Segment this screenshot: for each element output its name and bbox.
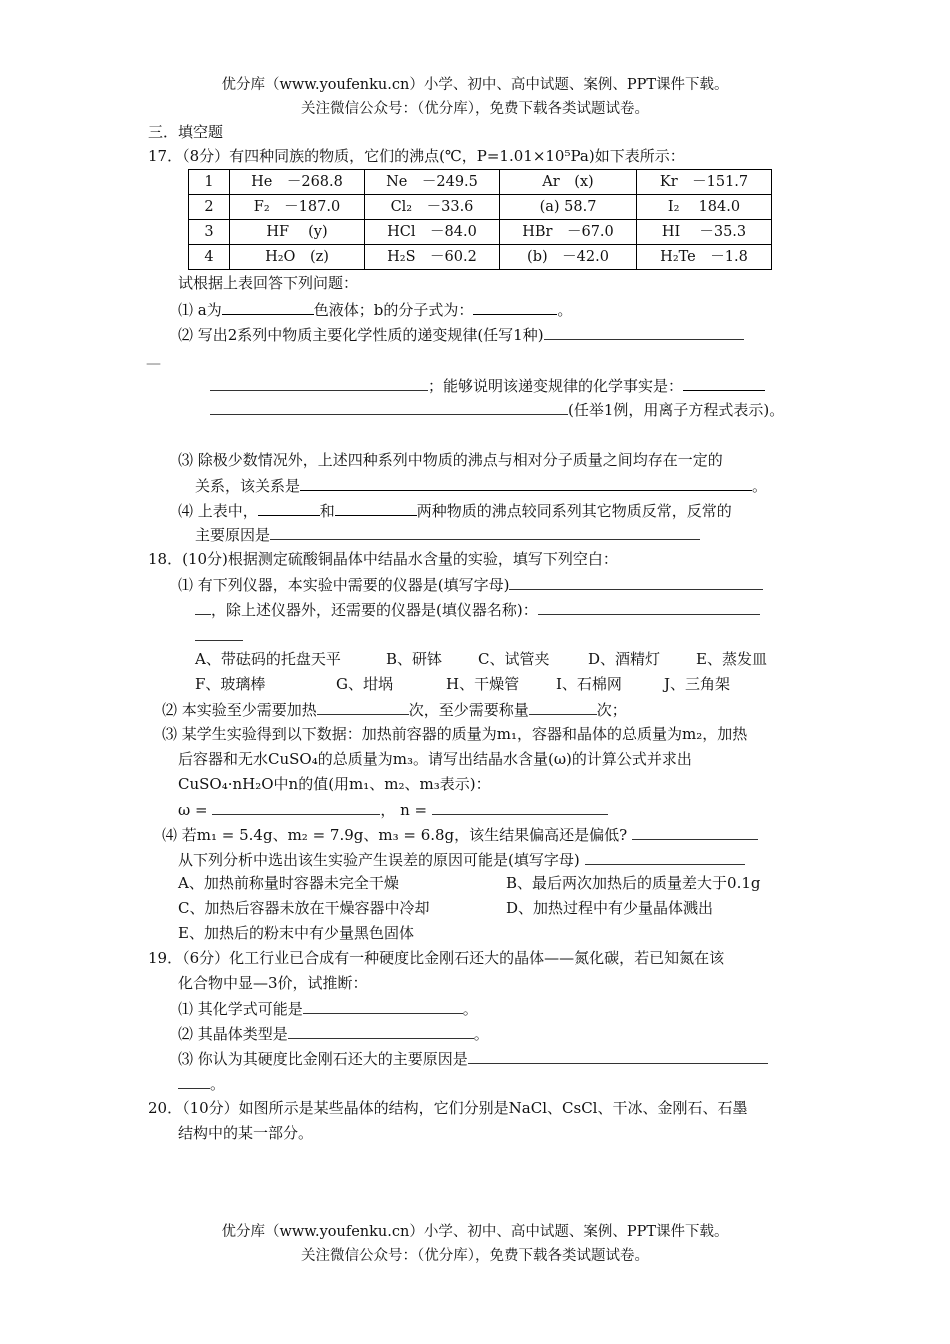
answer-blank[interactable] bbox=[288, 1022, 474, 1039]
q19-part3-end: 。 bbox=[210, 1075, 226, 1093]
table-cell: I₂ 184.0 bbox=[637, 195, 772, 220]
q17-part1-text-a: ⑴ a为 bbox=[178, 301, 222, 319]
page-footer-line-2: 关注微信公众号：（优分库），免费下载各类试题试卷。 bbox=[301, 1248, 649, 1264]
reason-e: E、加热后的粉末中有少量黑色固体 bbox=[178, 924, 414, 942]
q17-part4-text-b: 和 bbox=[319, 502, 335, 520]
table-row bbox=[189, 245, 772, 270]
q17-part4-text-d: 主要原因是 bbox=[195, 526, 271, 544]
answer-blank[interactable] bbox=[538, 598, 760, 615]
answer-blank[interactable] bbox=[222, 298, 314, 315]
q17-part2-text-a: ⑵ 写出2系列中物质主要化学性质的递变规律(任写1种) bbox=[178, 326, 544, 344]
option-item: H、干燥管 bbox=[446, 675, 520, 693]
q17-part1-text-c: 。 bbox=[557, 301, 573, 319]
q18-part2 bbox=[162, 698, 627, 721]
q17-part2-line3 bbox=[210, 398, 784, 421]
q19-part3 bbox=[178, 1047, 768, 1070]
answer-blank[interactable] bbox=[303, 997, 463, 1014]
page-header-line-1: 优分库（www.youfenku.cn）小学、初中、高中试题、案例、PPT课件下载。 bbox=[221, 77, 729, 93]
q18-part1-text-b: ，除上述仪器外，还需要的仪器是(填仪器名称)： bbox=[211, 601, 538, 619]
reason-b: B、最后两次加热后的质量差大于0.1g bbox=[506, 874, 761, 892]
table-cell: Kr －151.7 bbox=[637, 170, 772, 195]
q17-part2 bbox=[178, 323, 744, 346]
q17-part4-line2 bbox=[195, 523, 700, 546]
answer-blank[interactable] bbox=[509, 573, 763, 590]
q17-part4-text-c: 两种物质的沸点较同系列其它物质反常，反常的 bbox=[416, 502, 732, 520]
reason-d: D、加热过程中有少量晶体溅出 bbox=[506, 899, 714, 917]
q19-part2-end: 。 bbox=[473, 1025, 489, 1043]
table-cell: (a) 58.7 bbox=[500, 195, 637, 220]
n-answer-blank[interactable] bbox=[432, 798, 608, 815]
table-cell: HI －35.3 bbox=[637, 220, 772, 245]
q18-part4-text-b: 从下列分析中选出该生实验产生误差的原因可能是(填写字母) bbox=[178, 851, 580, 869]
q19-part2 bbox=[178, 1022, 489, 1045]
table-cell: HBr －67.0 bbox=[500, 220, 637, 245]
q17-part4-line1 bbox=[178, 499, 732, 522]
answer-blank[interactable] bbox=[195, 624, 243, 641]
answer-blank[interactable] bbox=[178, 1072, 210, 1089]
q17-part2-line2 bbox=[210, 374, 765, 397]
q17-part2-text-c: (任举1例，用离子方程式表示)。 bbox=[568, 401, 785, 419]
q17-stem: 17．（8分）有四种同族的物质，它们的沸点(℃，P=1.01×10⁵Pa)如下表所示： bbox=[148, 147, 685, 165]
option-item: I、石棉网 bbox=[556, 675, 622, 693]
q18-part3-line3: CuSO₄·nH₂O中n的值(用m₁、m₂、m₃表示)： bbox=[178, 775, 491, 793]
q18-part3-line1: ⑶ 某学生实验得到以下数据：加热前容器的质量为m₁，容器和晶体的总质量为m₂，加热 bbox=[162, 725, 748, 743]
table-cell: HCl －84.0 bbox=[365, 220, 500, 245]
answer-blank[interactable] bbox=[195, 598, 211, 615]
omega-label: ω = bbox=[178, 801, 208, 819]
answer-blank[interactable] bbox=[210, 374, 428, 391]
q18-part1-text-a: ⑴ 有下列仪器，本实验中需要的仪器是(填写字母) bbox=[178, 576, 510, 594]
answer-blank[interactable] bbox=[258, 499, 320, 516]
q18-part4-line1 bbox=[162, 823, 758, 846]
answer-blank[interactable] bbox=[585, 848, 745, 865]
option-item: F、玻璃棒 bbox=[195, 675, 266, 693]
q17-part2-dash: — bbox=[146, 354, 161, 372]
table-cell: Ne －249.5 bbox=[365, 170, 500, 195]
q19-part3-line2 bbox=[178, 1072, 225, 1095]
table-row bbox=[189, 220, 772, 245]
answer-blank[interactable] bbox=[300, 474, 752, 491]
option-item: C、试管夹 bbox=[478, 650, 550, 668]
q17-part3-line2 bbox=[195, 474, 767, 497]
q17-intro: 试根据上表回答下列问题： bbox=[178, 274, 359, 292]
table-cell: H₂O (z) bbox=[230, 245, 365, 270]
table-cell: F₂ －187.0 bbox=[230, 195, 365, 220]
page-footer-line-1: 优分库（www.youfenku.cn）小学、初中、高中试题、案例、PPT课件下载。 bbox=[221, 1224, 729, 1240]
table-row bbox=[189, 170, 772, 195]
answer-blank[interactable] bbox=[210, 398, 568, 415]
q17-part1 bbox=[178, 298, 572, 321]
q17-part2-text-b: ；能够说明该递变规律的化学事实是： bbox=[428, 377, 684, 395]
omega-answer-blank[interactable] bbox=[212, 798, 380, 815]
answer-blank[interactable] bbox=[335, 499, 417, 516]
q18-part4-text-a: ⑷ 若m₁ = 5.4g、m₂ = 7.9g、m₃ = 6.8g，该生结果偏高还是偏低? bbox=[162, 826, 628, 844]
answer-blank[interactable] bbox=[473, 298, 557, 315]
q18-part2-text-b: 次，至少需要称量 bbox=[408, 701, 529, 719]
q17-part1-text-b: 色液体；b的分子式为： bbox=[313, 301, 474, 319]
q18-options-row1 bbox=[195, 648, 767, 670]
q17-part4-text-a: ⑷ 上表中， bbox=[178, 502, 258, 520]
q18-part1-line3 bbox=[195, 624, 243, 647]
section-title: 三．填空题 bbox=[148, 123, 224, 141]
answer-blank[interactable] bbox=[683, 374, 765, 391]
q18-part3-line2: 后容器和无水CuSO₄的总质量为m₃。请写出结晶水含量(ω)的计算公式并求出 bbox=[178, 750, 692, 768]
table-cell: 1 bbox=[189, 170, 230, 195]
q17-part3-line1: ⑶ 除极少数情况外，上述四种系列中物质的沸点与相对分子质量之间均存在一定的 bbox=[178, 451, 723, 469]
n-label: ， n = bbox=[380, 801, 428, 819]
option-item: G、坩埚 bbox=[336, 675, 393, 693]
table-cell: H₂Te －1.8 bbox=[637, 245, 772, 270]
table-row bbox=[189, 195, 772, 220]
option-item: E、蒸发皿 bbox=[696, 650, 767, 668]
q18-part2-text-a: ⑵ 本实验至少需要加热 bbox=[162, 701, 317, 719]
table-cell: 4 bbox=[189, 245, 230, 270]
reason-c: C、加热后容器未放在干燥容器中冷却 bbox=[178, 899, 430, 917]
table-cell: 2 bbox=[189, 195, 230, 220]
q17-part3-text-b: 关系，该关系是 bbox=[195, 477, 301, 495]
q17-part3-text-c: 。 bbox=[752, 477, 768, 495]
boiling-point-table bbox=[188, 169, 772, 270]
q18-part4-line2 bbox=[178, 848, 745, 871]
q18-part3-formulas bbox=[178, 798, 608, 821]
q19-part1 bbox=[178, 997, 478, 1020]
page-header-line-2: 关注微信公众号：（优分库），免费下载各类试题试卷。 bbox=[301, 101, 649, 117]
option-item: J、三角架 bbox=[664, 675, 731, 693]
q19-stem-line2: 化合物中显—3价，试推断： bbox=[178, 974, 368, 992]
q18-options-row2 bbox=[195, 673, 730, 695]
q18-part1-line1 bbox=[178, 573, 763, 596]
table-cell: Cl₂ －33.6 bbox=[365, 195, 500, 220]
q18-part2-text-c: 次； bbox=[596, 701, 627, 719]
answer-blank[interactable] bbox=[544, 323, 744, 340]
table-cell: HF (y) bbox=[230, 220, 365, 245]
answer-blank[interactable] bbox=[529, 698, 597, 715]
table-cell: He －268.8 bbox=[230, 170, 365, 195]
table-cell: 3 bbox=[189, 220, 230, 245]
table-cell: Ar (x) bbox=[500, 170, 637, 195]
q19-part2-text: ⑵ 其晶体类型是 bbox=[178, 1025, 288, 1043]
q19-stem-line1: 19．（6分）化工行业已合成有一种硬度比金刚石还大的晶体——氮化碳，若已知氮在该 bbox=[148, 949, 725, 967]
option-item: B、研钵 bbox=[386, 650, 443, 668]
q18-stem: 18．(10分)根据测定硫酸铜晶体中结晶水含量的实验，填写下列空白： bbox=[148, 550, 618, 568]
answer-blank[interactable] bbox=[317, 698, 409, 715]
answer-blank[interactable] bbox=[632, 823, 758, 840]
table-cell: (b) －42.0 bbox=[500, 245, 637, 270]
answer-blank[interactable] bbox=[468, 1047, 768, 1064]
q20-stem-line2: 结构中的某一部分。 bbox=[178, 1124, 314, 1142]
table-cell: H₂S －60.2 bbox=[365, 245, 500, 270]
q19-part1-end: 。 bbox=[462, 1000, 478, 1018]
q19-part3-text: ⑶ 你认为其硬度比金刚石还大的主要原因是 bbox=[178, 1050, 468, 1068]
q20-stem-line1: 20．（10分）如图所示是某些晶体的结构，它们分别是NaCl、CsCl、干冰、金刚石、石墨 bbox=[148, 1099, 748, 1117]
q19-part1-text: ⑴ 其化学式可能是 bbox=[178, 1000, 303, 1018]
answer-blank[interactable] bbox=[270, 523, 700, 540]
option-item: D、酒精灯 bbox=[588, 650, 661, 668]
option-item: A、带砝码的托盘天平 bbox=[195, 650, 341, 668]
q18-part1-line2 bbox=[195, 598, 760, 621]
reason-a: A、加热前称量时容器未完全干燥 bbox=[178, 874, 399, 892]
